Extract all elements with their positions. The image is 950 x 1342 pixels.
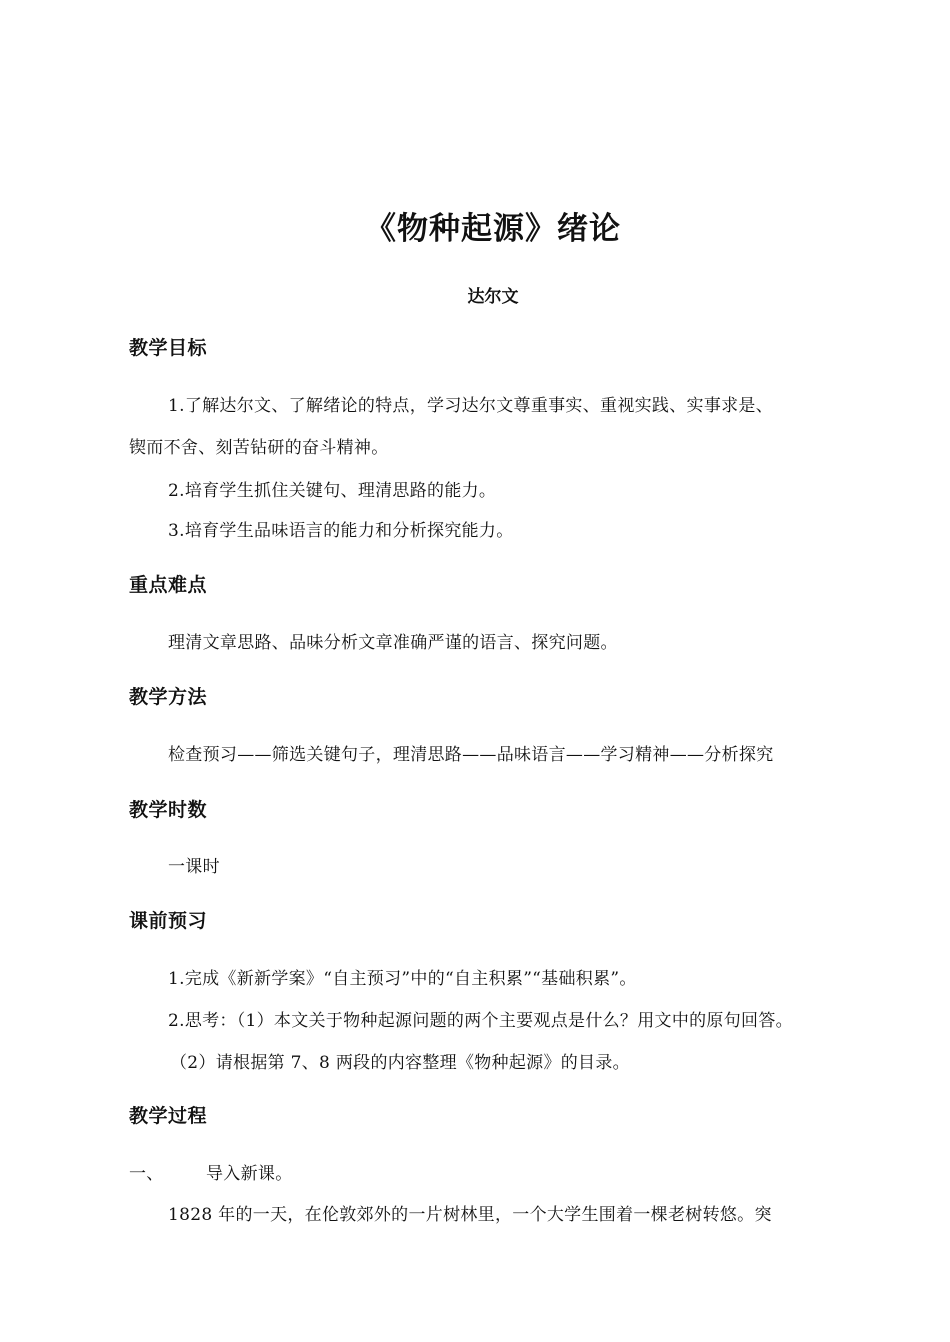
hours-text: 一课时	[168, 857, 220, 877]
goal-item-2: 2.培育学生抓住关键句、理清思路的能力。	[168, 481, 497, 501]
process-step-1-text: 导入新课。	[206, 1164, 293, 1184]
heading-goals: 教学目标	[129, 337, 208, 359]
process-step-1-number: 一、	[129, 1164, 164, 1184]
heading-keypoints: 重点难点	[129, 574, 208, 596]
document-title: 《物种起源》绪论	[365, 211, 621, 247]
document-author: 达尔文	[467, 287, 519, 307]
keypoints-text: 理清文章思路、品味分析文章准确严谨的语言、探究问题。	[168, 633, 618, 653]
preview-item-1: 1.完成《新新学案》“自主预习”中的“自主积累”“基础积累”。	[168, 969, 637, 989]
preview-item-2: 2.思考：（1）本文关于物种起源问题的两个主要观点是什么？用文中的原句回答。	[168, 1011, 793, 1031]
process-paragraph-1: 1828 年的一天，在伦敦郊外的一片树林里，一个大学生围着一棵老树转悠。突	[168, 1205, 772, 1225]
heading-process: 教学过程	[129, 1105, 208, 1127]
preview-item-3: （2）请根据第 7、8 两段的内容整理《物种起源》的目录。	[170, 1053, 630, 1073]
heading-methods: 教学方法	[129, 686, 208, 708]
goal-item-1-line-2: 锲而不舍、刻苦钻研的奋斗精神。	[129, 438, 389, 458]
goal-item-3: 3.培育学生品味语言的能力和分析探究能力。	[168, 521, 514, 541]
methods-text: 检查预习——筛选关键句子，理清思路——品味语言——学习精神——分析探究	[168, 745, 774, 765]
heading-preview: 课前预习	[129, 910, 208, 932]
goal-item-1-line-1: 1.了解达尔文、了解绪论的特点，学习达尔文尊重事实、重视实践、实事求是、	[168, 396, 774, 416]
heading-hours: 教学时数	[129, 799, 208, 821]
